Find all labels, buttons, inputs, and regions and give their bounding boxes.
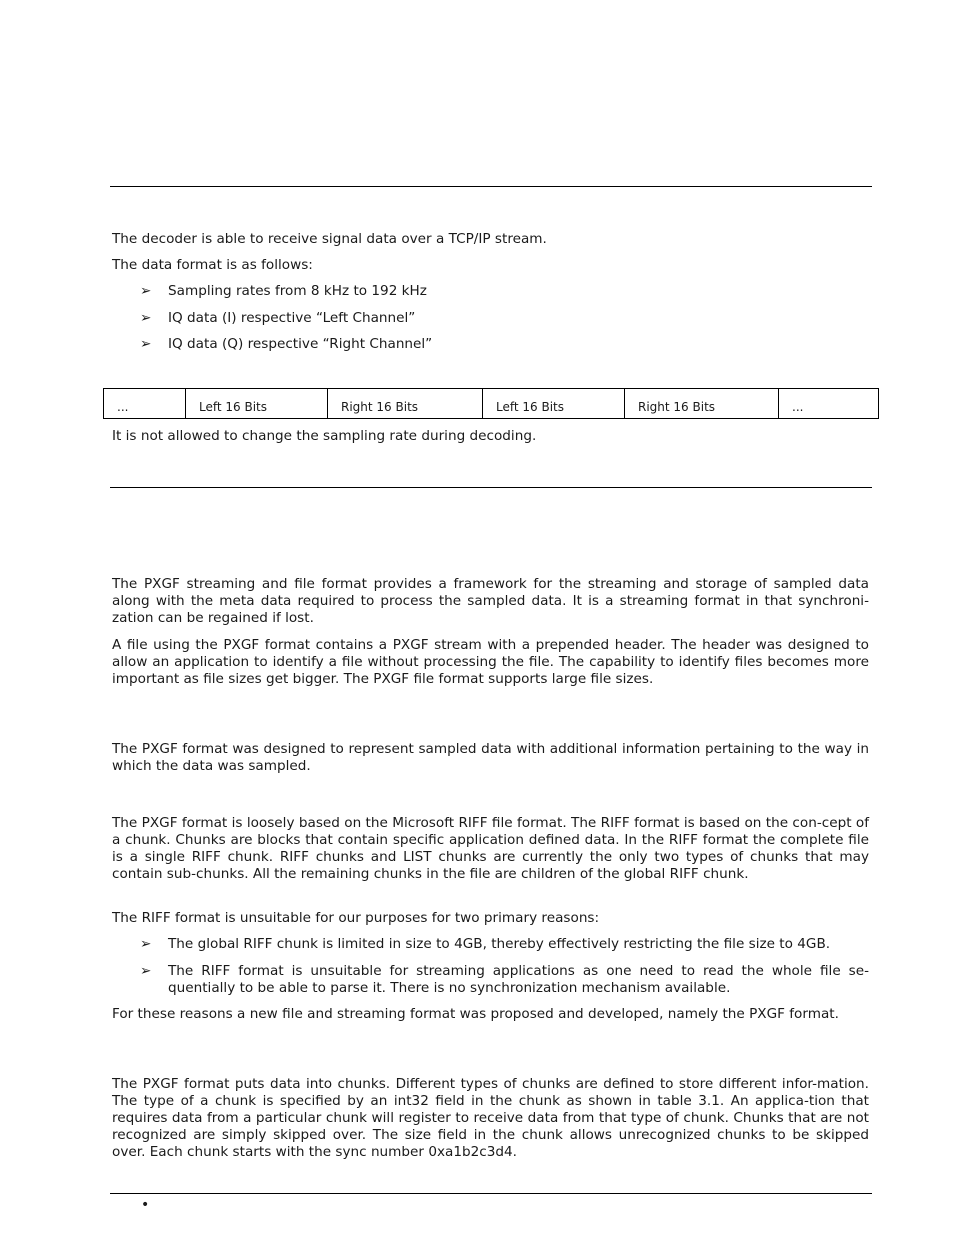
list-item: The RIFF format is unsuitable for streaming applications as one need to read the whole file se-quentially to be able to parse it. There is no synchronization mechanism available. <box>168 963 869 996</box>
paragraph: The PXGF streaming and file format provides a framework for the streaming and storage of sampled data along with the meta data required to process the sampled data. It is a streaming format in that synchroni-zation can be regained if lost. <box>112 576 869 626</box>
paragraph: The PXGF format puts data into chunks. Different types of chunks are defined to store different infor-mation. The type of a chunk is specified by an int32 field in the chunk as shown in table 3.1. An applica-tion that requires data from a particular chunk will register to receive data from that type of chunk. Chunks that are not recognized are simply skipped over. The size field in the chunk allows unrecognized chunks to be skipped over. Each chunk starts with the sync number 0xa1b2c3d4. <box>112 1076 869 1160</box>
paragraph: The PXGF format was designed to represent sampled data with additional information pertaining to the way in which the data was sampled. <box>112 741 869 774</box>
footer-rule <box>110 1193 872 1194</box>
table-cell: ... <box>779 389 879 419</box>
paragraph: A file using the PXGF format contains a PXGF stream with a prepended header. The header was designed to allow an application to identify a file without processing the file. The capability to identify files becomes more important as file sizes get bigger. The PXGF file format supports large file sizes. <box>112 637 869 687</box>
list-item: IQ data (Q) respective “Right Channel” <box>168 336 433 352</box>
list-item: The global RIFF chunk is limited in size to 4GB, thereby effectively restricting the file size to 4GB. <box>168 936 831 952</box>
list-item: Sampling rates from 8 kHz to 192 kHz <box>168 283 427 299</box>
table-cell: Left 16 Bits <box>483 389 625 419</box>
footer-bullet: • <box>141 1197 150 1213</box>
table-cell: ... <box>104 389 186 419</box>
format-label: The data format is as follows: <box>112 257 313 273</box>
paragraph: For these reasons a new file and streaming format was proposed and developed, namely the PXGF format. <box>112 1006 839 1022</box>
arrow-bullet-icon: ➢ <box>140 310 152 326</box>
intro-text: The decoder is able to receive signal data over a TCP/IP stream. <box>112 231 547 247</box>
table-cell: Left 16 Bits <box>186 389 328 419</box>
table-row <box>104 389 879 419</box>
list-item: IQ data (I) respective “Left Channel” <box>168 310 416 326</box>
header-rule <box>110 186 872 187</box>
paragraph: The RIFF format is unsuitable for our purposes for two primary reasons: <box>112 910 600 926</box>
arrow-bullet-icon: ➢ <box>140 936 152 952</box>
table-cell: Right 16 Bits <box>328 389 483 419</box>
sample-layout-table <box>103 388 879 419</box>
paragraph: The PXGF format is loosely based on the Microsoft RIFF file format. The RIFF format is based on the con-cept of a chunk. Chunks are blocks that contain specific application defined data. In the RIFF format the complete file is a single RIFF chunk. RIFF chunks and LIST chunks are currently the only two types of chunks that may contain sub-chunks. All the remaining chunks in the file are children of the global RIFF chunk. <box>112 815 869 882</box>
section-rule <box>110 487 872 488</box>
arrow-bullet-icon: ➢ <box>140 963 152 979</box>
sampling-note: It is not allowed to change the sampling rate during decoding. <box>112 428 537 444</box>
arrow-bullet-icon: ➢ <box>140 283 152 299</box>
arrow-bullet-icon: ➢ <box>140 336 152 352</box>
table-cell: Right 16 Bits <box>625 389 779 419</box>
